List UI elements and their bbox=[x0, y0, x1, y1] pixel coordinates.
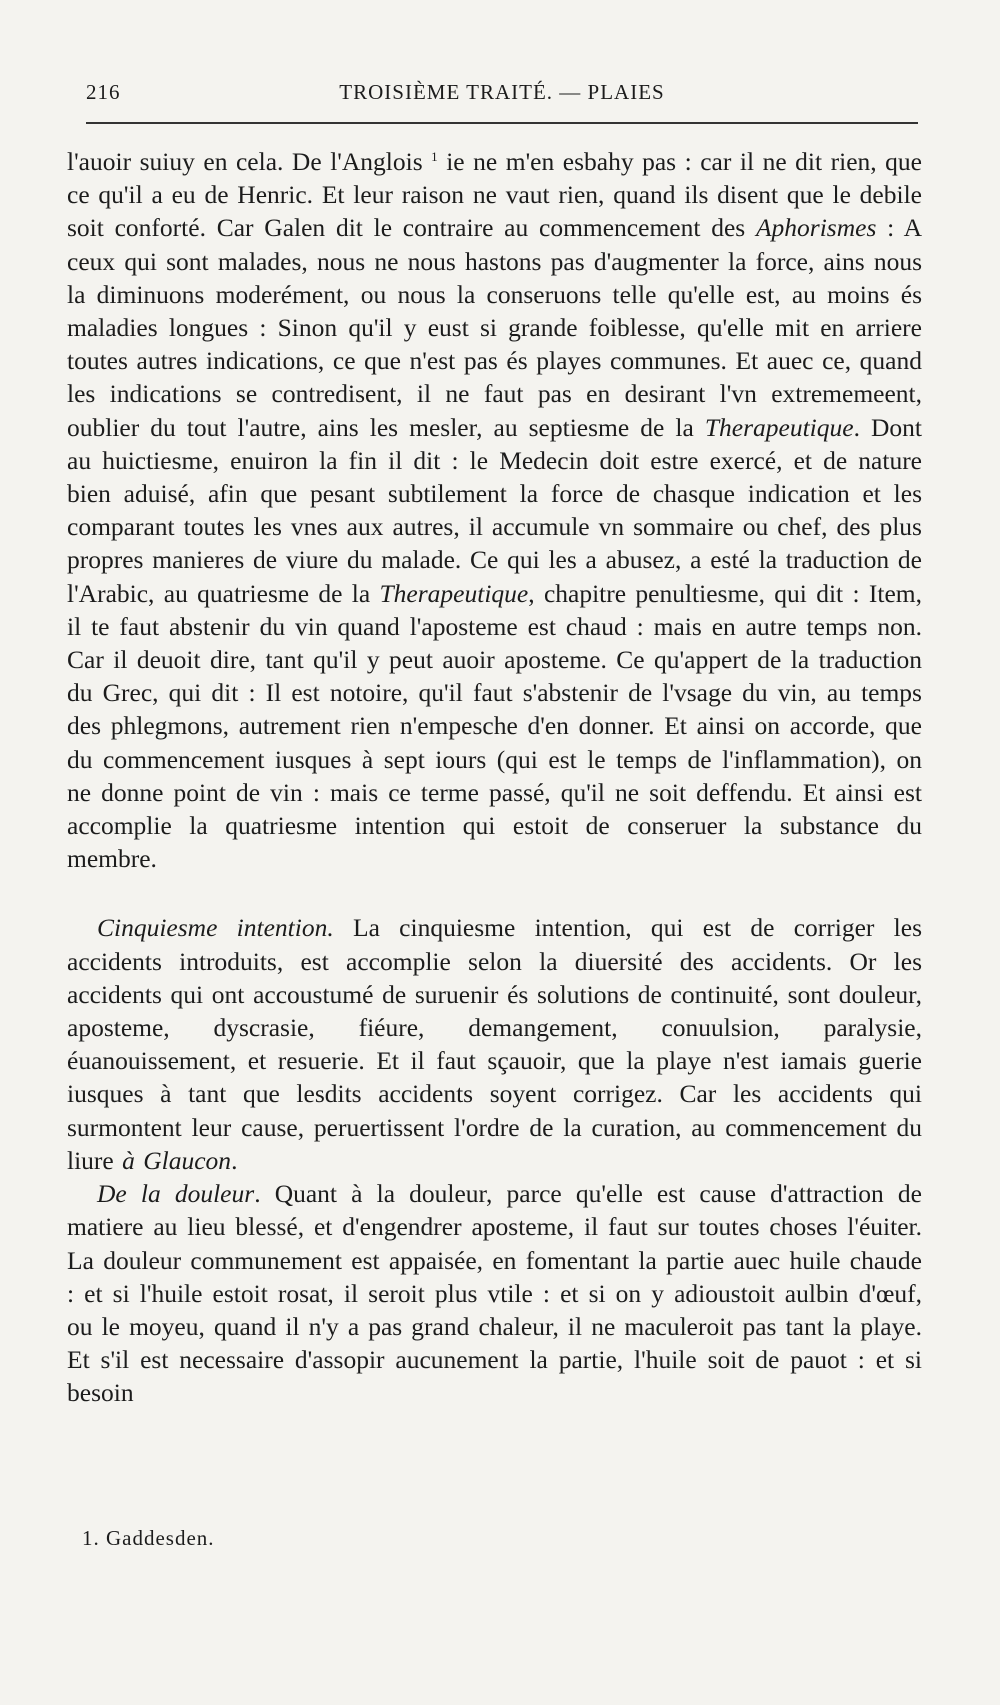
text-run: l'auoir suiuy en cela. De l'Anglois bbox=[67, 147, 432, 176]
italic-text: Aphorismes bbox=[755, 213, 877, 243]
text-run: . Quant à la douleur, parce qu'elle est cause d'attraction de matiere au lieu blessé, et d'engendrer aposteme, il faut sur toutes choses l'éuiter. La douleur communement est appaisée, en fomentant la partie auec huile chaude : et si l'huile estoit rosat, il seroit plus vtile : et si on y adioustoit aulbin d'œuf, ou le moyeu, quand il n'y a pas grand chaleur, il ne maculeroit pas tant la playe. Et s'il est necessaire d'assopir aucunement la partie, l'huile soit de pauot : et si besoin bbox=[67, 1179, 922, 1408]
italic-text: Therapeutique bbox=[704, 412, 854, 442]
text-run: . bbox=[231, 1145, 238, 1175]
paragraph bbox=[67, 911, 922, 1177]
text-run: : A ceux qui sont malades, nous ne nous hastons pas d'augmenter la force, ains nous la diminuons moderément, ou nous la conseruons telle qu'elle est, au moins és maladies longues : Sinon qu'il y eust si grande foiblesse, qu'elle mit en arriere toutes autres indications, ce que n'est pas és playes communes. Et auec ce, quand les indications se contredisent, il ne faut pas en desirant l'vn extrememeent, oublier du tout l'autre, ains les mesler, au septiesme de la bbox=[67, 213, 922, 442]
text-run: . Dont au huictiesme, enuiron la fin il dit : le Medecin doit estre exercé, et de nature bien aduisé, afin que pesant subtilement la force de chasque indication et les comparant toutes les vnes aux autres, il accumule vn sommaire ou chef, des plus propres manieres de viure du malade. Ce qui les a abusez, a esté la traduction de l'Arabic, au quatriesme de la bbox=[67, 412, 922, 608]
page-number: 216 bbox=[86, 80, 121, 104]
footnote-marker: 1 bbox=[431, 149, 438, 164]
header-rule bbox=[86, 122, 918, 124]
italic-text: Cinquiesme intention. bbox=[97, 913, 334, 943]
paragraph bbox=[67, 140, 922, 875]
text-run: ie ne m'en esbahy pas : car il ne dit rien, que ce qu'il a eu de Henric. Et leur raison ne vaut rien, quand ils disent que le debile soit conforté. Car Galen dit le contraire au commencement des bbox=[67, 147, 922, 243]
italic-text: Therapeutique bbox=[379, 578, 529, 608]
text-run: La cinquiesme intention, qui est de corriger les accidents introduits, est accomplie selon la diuersité des accidents. Or les accidents qui ont accoustumé de suruenir és solutions de continuité, sont douleur, aposteme, dyscrasie, fiéure, demangement, conuulsion, paralysie, éuanouissement, et resuerie. Et il faut sçauoir, que la playe n'est iamais guerie iusques à tant que lesdits accidents soyent corrigez. Car les accidents qui surmontent leur cause, peruertissent l'ordre de la curation, au commencement du liure bbox=[67, 913, 923, 1175]
italic-text: De la douleur bbox=[97, 1179, 255, 1209]
text-run: , chapitre penultiesme, qui dit : Item, il te faut abstenir du vin quand l'aposteme est chaud : mais en autre temps non. Car il deuoit dire, tant qu'il y peut auoir aposteme. Ce qu'appert de la traduction du Grec, qui dit : Il est notoire, qu'il faut s'abstenir de l'vsage du vin, au temps des phlegmons, autrement rien n'empesche d'en donner. Et ainsi on accorde, que du commencement iusques à sept iours (qui est le temps de l'inflammation), on ne donne point de vin : mais ce terme passé, qu'il ne soit deffendu. Et ainsi est accomplie la quatriesme intention qui estoit de conseruer la substance du membre. bbox=[67, 578, 922, 874]
paragraph bbox=[67, 1177, 922, 1409]
running-title: TROISIÈME TRAITÉ. — PLAIES bbox=[339, 80, 665, 104]
footnote: 1. Gaddesden. bbox=[82, 1526, 215, 1550]
running-header bbox=[86, 80, 918, 114]
body-text bbox=[67, 140, 922, 1410]
italic-text: à Glaucon bbox=[122, 1145, 232, 1175]
